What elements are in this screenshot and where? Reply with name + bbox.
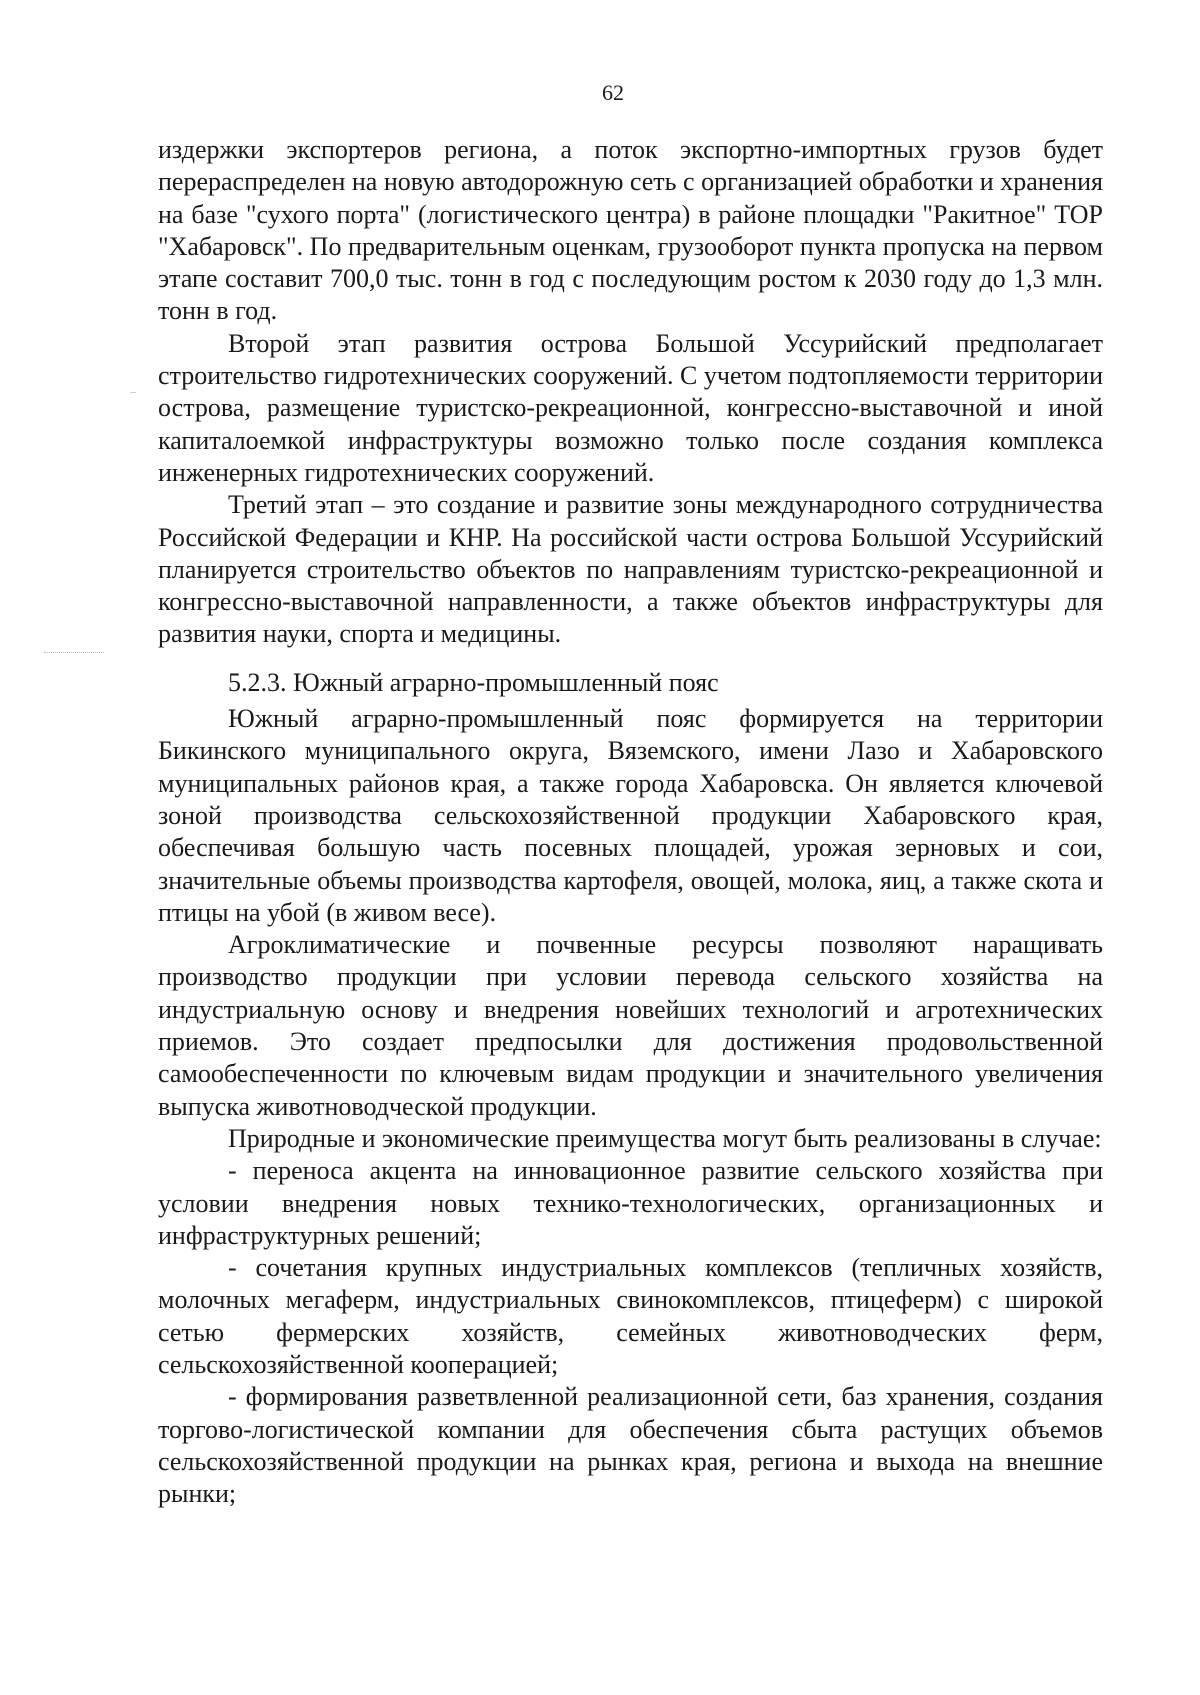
list-item: - переноса акцента на инновационное развитие сельского хозяйства при условии внедрения новых технико-технологических, организационных и инфраструктурных решений; [158, 1156, 1103, 1250]
scan-artifact [44, 652, 104, 654]
paragraph: Второй этап развития острова Большой Уссурийский предполагает строительство гидротехнических сооружений. С учетом подтопляемости территории острова, размещение туристско-рекреационной, конгрессно-выставочной и иной капиталоемкой инфраструктуры возможно только после создания комплекса инженерных гидротехнических сооружений. [158, 328, 1103, 487]
paragraph: Агроклиматические и почвенные ресурсы позволяют наращивать производство продукции при условии перевода сельского хозяйства на индустриальную основу и внедрения новейших технологий и агротехнических приемов. Это создает предпосылки для достижения продовольственной самообеспеченности по ключевым видам продукции и значительного увеличения выпуска животноводческой продукции. [158, 930, 1103, 1121]
paragraph: Третий этап – это создание и развитие зоны международного сотрудничества Российской Федерации и КНР. На российской части острова Большой Уссурийский планируется строительство объектов по направлениям туристско-рекреационной и конгрессно-выставочной направленности, а также объектов инфраструктуры для развития науки, спорта и медицины. [158, 490, 1103, 649]
paragraph: издержки экспортеров региона, а поток экспортно-импортных грузов будет перераспределен на новую автодорожную сеть с организацией обработки и хранения на базе "сухого порта" (логистического центра) в районе площадки "Ракитное" ТОР "Хабаровск". По предварительным оценкам, грузооборот пункта пропуска на первом этапе составит 700,0 тыс. тонн в год с последующим ростом к 2030 году до 1,3 млн. тонн в год. [158, 135, 1103, 326]
paragraph: Природные и экономические преимущества могут быть реализованы в случае: [228, 1123, 1102, 1153]
scan-artifact [130, 392, 136, 393]
paragraph: Южный аграрно-промышленный пояс формируется на территории Бикинского муниципального округа, Вяземского, имени Лазо и Хабаровского муниципальных районов края, а также города Хабаровска. Он является ключевой зоной производства сельскохозяйственной продукции Хабаровского края, обеспечивая большую часть посевных площадей, урожая зерновых и сои, значительные объемы производства картофеля, овощей, молока, яиц, а также скота и птицы на убой (в живом весе). [158, 704, 1103, 927]
section-heading: 5.2.3. Южный аграрно-промышленный пояс [228, 667, 719, 697]
document-body [158, 134, 1103, 1510]
list-item: - сочетания крупных индустриальных комплексов (тепличных хозяйств, молочных мегаферм, индустриальных свинокомплексов, птицеферм) с широкой сетью фермерских хозяйств, семейных животноводческих ферм, сельскохозяйственной кооперацией; [158, 1253, 1103, 1379]
page-number: 62 [602, 80, 624, 105]
list-item: - формирования разветвленной реализационной сети, баз хранения, создания торгово-логистической компании для обеспечения сбыта растущих объемов сельскохозяйственной продукции на рынках края, региона и выхода на внешние рынки; [158, 1382, 1103, 1509]
